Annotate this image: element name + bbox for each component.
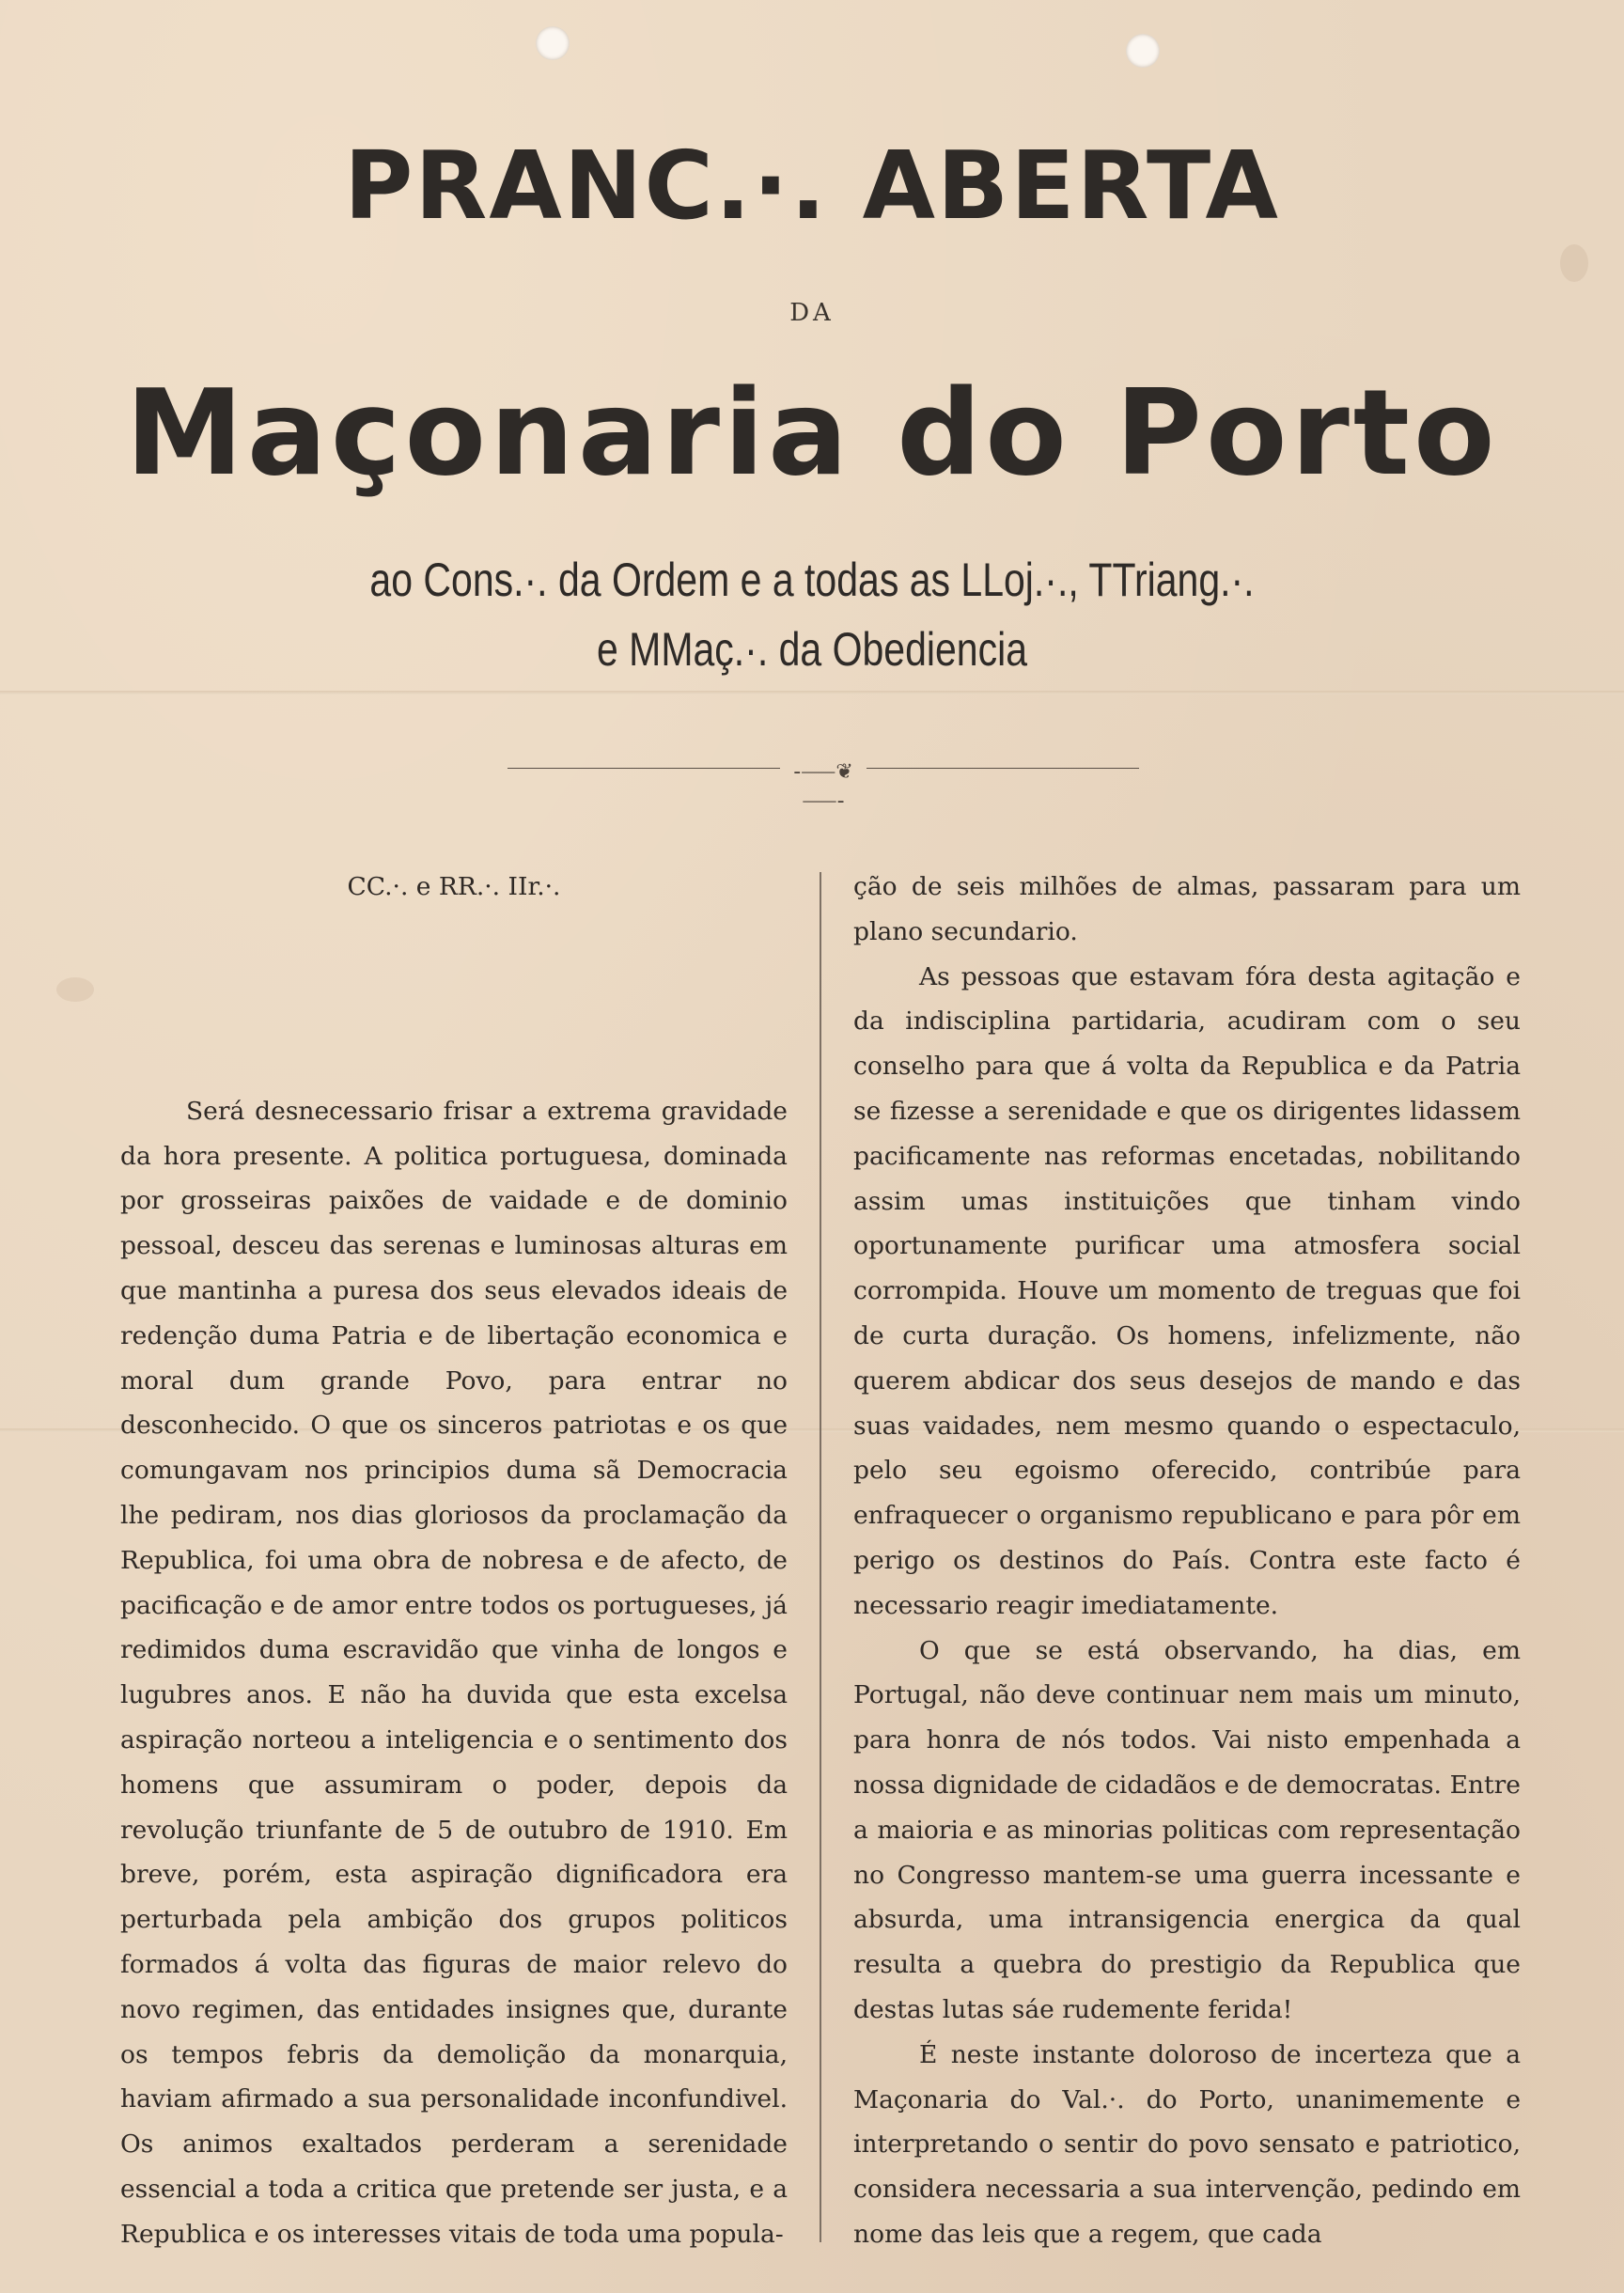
ornament-line-left xyxy=(508,768,780,769)
document-title: PRANC.·. ABERTA xyxy=(344,131,1280,241)
fleuron-icon: -⸺❦⸺- xyxy=(793,760,853,813)
body-paragraph: As pessoas que estavam fóra desta agitação e da indisciplina partidaria, acudiram com o seu conselho para que á volta da Republica e da Patria se fizesse a serenidade e que os dirigentes lidassem pacificamente nas reformas encetadas, nobilitando assim umas instituições que tinham vindo oportunamente purificar uma atmosfera social corrompida. Houve um momento de treguas que foi de curta duração. Os homens, infelizmente, não querem abdicar dos seus desejos de mando e das suas vaidades, nem mesmo quando o espectaculo, pelo seu egoismo oferecido, contribúe para enfraquecer o organismo republicano e para pôr em perigo os destinos do País. Contra este facto é necessario reagir imediatamente. xyxy=(853,961,1521,1620)
organization-name: Maçonaria do Porto xyxy=(125,364,1499,502)
column-divider xyxy=(820,872,821,2242)
ornamental-rule xyxy=(508,759,1139,813)
paper-stain xyxy=(1560,244,1588,282)
body-paragraph: O que se está observando, ha dias, em Portugal, não deve continuar nem mais um minuto, para honra de nós todos. Vai nisto empenhada a nossa dignidade de cidadãos e de democratas. Entre a maioria e as minorias politicas com representação no Congresso mantem-se uma guerra incessante e absurda, uma intransigencia energica da qual resulta a quebra do prestigio da Republica que destas lutas sáe rudemente ferida! xyxy=(853,1635,1521,2024)
body-paragraph: Será desnecessario frisar a extrema gravidade da hora presente. A politica portuguesa, dominada por grosseiras paixões de vaidade e de dominio pessoal, desceu das serenas e luminosas alturas em que mantinha a puresa dos seus elevados ideais de redenção duma Patria e de libertação economica e moral dum grande Povo, para entrar no desconhecido. O que os sinceros patriotas e os que comungavam nos principios duma sã Democracia lhe pediram, nos dias gloriosos da proclamação da Republica, foi uma obra de nobresa e de afecto, de pacificação e de amor entre todos os portugueses, já redimidos duma escravidão que vinha de longos e lugubres anos. E não ha duvida que esta excelsa aspiração norteou a inteligencia e o sentimento dos homens que assumiram o poder, depois da revolução triunfante de 5 de outubro de 1910. Em breve, porém, esta aspiração dignificadora era perturbada pela ambição dos grupos politicos formados á volta das figuras de maior relevo do novo regimen, das entidades insignes que, durante os tempos febris da demolição da monarquia, haviam afirmado a sua personalidade inconfundivel. Os animos exaltados perderam a serenidade essencial a toda a critica que pretende ser justa, e a Republica e os interesses vitais de toda uma popula- xyxy=(120,1096,788,2249)
left-column xyxy=(120,865,788,2257)
address-line-1: ao Cons.·. da Ordem e a todas as LLoj.·., TTriang.·. xyxy=(369,554,1255,606)
title-connector: DA xyxy=(789,299,835,327)
body-paragraph: ção de seis milhões de almas, passaram para um plano secundario. xyxy=(853,872,1521,946)
address-line-2: e MMaç.·. da Obediencia xyxy=(596,623,1028,676)
right-column xyxy=(853,865,1521,2257)
paper-fold-line xyxy=(0,691,1624,694)
punch-hole xyxy=(536,26,570,60)
salutation-spacer xyxy=(120,910,788,1089)
ornament-line-right xyxy=(867,768,1139,769)
punch-hole xyxy=(1126,34,1160,68)
paper-stain xyxy=(56,977,94,1002)
body-paragraph: É neste instante doloroso de incerteza que a Maçonaria do Val.·. do Porto, unanimemente e interpretando o sentir do povo sensato e patriotico, considera necessaria a sua intervenção, pedindo em nome das leis que a regem, que cada xyxy=(853,2039,1521,2249)
salutation: CC.·. e RR.·. IIr.·. xyxy=(347,872,561,901)
